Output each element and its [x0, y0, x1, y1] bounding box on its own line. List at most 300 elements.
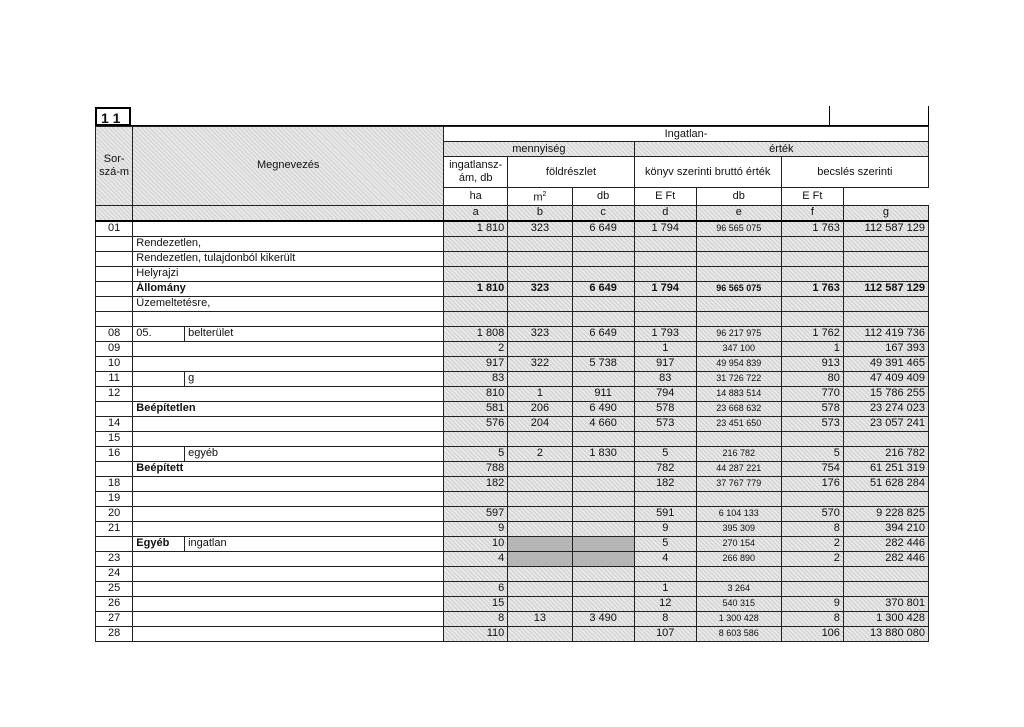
cell-e — [696, 251, 781, 266]
cell-d: 9 — [634, 521, 696, 536]
row-number: 01 — [96, 221, 133, 237]
cell-g: 112 587 129 — [843, 281, 928, 296]
cell-c: 5 738 — [572, 356, 634, 371]
row-label — [133, 446, 185, 461]
cell-a: 83 — [444, 371, 508, 386]
cell-g: 51 628 284 — [843, 476, 928, 491]
row-number — [96, 251, 133, 266]
cell-d — [634, 266, 696, 281]
table-row — [96, 251, 929, 266]
cell-c — [572, 431, 634, 446]
row-label: Állomány — [133, 281, 444, 296]
cell-b — [508, 491, 572, 506]
cell-a: 2 — [444, 341, 508, 356]
cell-e: 347 100 — [696, 341, 781, 356]
cell-a — [444, 311, 508, 326]
row-number — [96, 236, 133, 251]
cell-a — [444, 296, 508, 311]
cell-e: 6 104 133 — [696, 506, 781, 521]
row-number: 09 — [96, 341, 133, 356]
cell-e: 37 767 779 — [696, 476, 781, 491]
cell-g — [843, 266, 928, 281]
row-label — [133, 551, 444, 566]
cell-a: 4 — [444, 551, 508, 566]
cell-g: 167 393 — [843, 341, 928, 356]
cell-g — [843, 491, 928, 506]
cell-e: 44 287 221 — [696, 461, 781, 476]
cell-a: 581 — [444, 401, 508, 416]
cell-c: 6 649 — [572, 221, 634, 237]
cell-f: 176 — [781, 476, 843, 491]
row-label — [133, 596, 444, 611]
cell-e: 31 726 722 — [696, 371, 781, 386]
cell-a — [444, 566, 508, 581]
cell-e: 1 300 428 — [696, 611, 781, 626]
row-number: 26 — [96, 596, 133, 611]
row-label — [133, 521, 444, 536]
cell-b — [508, 461, 572, 476]
cell-d: 1 794 — [634, 281, 696, 296]
cell-a — [444, 266, 508, 281]
cell-a — [444, 251, 508, 266]
table-row — [96, 596, 929, 611]
cell-d — [634, 236, 696, 251]
table-row — [96, 296, 929, 311]
row-sublabel: egyéb — [185, 446, 444, 461]
table-row — [96, 521, 929, 536]
cell-a: 182 — [444, 476, 508, 491]
header-ingatlan: Ingatlan- — [444, 127, 929, 142]
row-label — [133, 476, 444, 491]
table-row — [96, 266, 929, 281]
cell-d: 5 — [634, 446, 696, 461]
cell-e: 14 883 514 — [696, 386, 781, 401]
row-label: Helyrajzi — [133, 266, 444, 281]
table-row — [96, 356, 929, 371]
row-number — [96, 401, 133, 416]
row-number: 14 — [96, 416, 133, 431]
row-label: Üzemeltetésre, — [133, 296, 444, 311]
cell-b: 323 — [508, 221, 572, 237]
header-sorszam: Sor-szá-m — [96, 127, 133, 206]
cell-b: 206 — [508, 401, 572, 416]
cell-d: 8 — [634, 611, 696, 626]
cell-f: 1 762 — [781, 326, 843, 341]
cell-a: 8 — [444, 611, 508, 626]
cell-d: 1 — [634, 581, 696, 596]
cell-g: 282 446 — [843, 536, 928, 551]
table-row — [96, 446, 929, 461]
table-row — [96, 536, 929, 551]
cell-b: 323 — [508, 326, 572, 341]
col-letter-g: g — [843, 205, 928, 221]
cell-c — [572, 371, 634, 386]
cell-e: 96 565 075 — [696, 221, 781, 237]
cell-f: 2 — [781, 551, 843, 566]
header-megnevezes: Megnevezés — [133, 127, 444, 206]
cell-f: 578 — [781, 401, 843, 416]
cell-e: 96 217 975 — [696, 326, 781, 341]
cell-c — [572, 581, 634, 596]
col-letter-b: b — [508, 205, 572, 221]
cell-g: 112 419 736 — [843, 326, 928, 341]
cell-f — [781, 491, 843, 506]
cell-f — [781, 251, 843, 266]
cell-d: 782 — [634, 461, 696, 476]
header-ertek: érték — [634, 142, 928, 157]
cell-g: 23 057 241 — [843, 416, 928, 431]
cell-f: 9 — [781, 596, 843, 611]
table-row — [96, 311, 929, 326]
unit-db: db — [572, 188, 634, 206]
cell-e — [696, 296, 781, 311]
cell-g: 47 409 409 — [843, 371, 928, 386]
cell-a: 810 — [444, 386, 508, 401]
table-row — [96, 341, 929, 356]
cell-d: 578 — [634, 401, 696, 416]
cell-b — [508, 566, 572, 581]
cell-b: 323 — [508, 281, 572, 296]
row-label — [133, 356, 444, 371]
cell-f — [781, 236, 843, 251]
cell-b — [508, 626, 572, 641]
cell-c — [572, 236, 634, 251]
cell-b: 13 — [508, 611, 572, 626]
marker-line — [829, 106, 830, 126]
cell-a: 576 — [444, 416, 508, 431]
cell-f: 754 — [781, 461, 843, 476]
cell-g — [843, 296, 928, 311]
cell-g: 394 210 — [843, 521, 928, 536]
cell-b — [508, 581, 572, 596]
cell-a: 1 808 — [444, 326, 508, 341]
cell-c — [572, 566, 634, 581]
cell-d: 1 793 — [634, 326, 696, 341]
row-sublabel: g — [185, 371, 444, 386]
cell-f: 573 — [781, 416, 843, 431]
cell-d — [634, 431, 696, 446]
table-row — [96, 371, 929, 386]
table-body — [96, 221, 929, 642]
table-row — [96, 626, 929, 641]
cell-f: 570 — [781, 506, 843, 521]
property-table — [95, 126, 929, 642]
cell-f: 1 763 — [781, 221, 843, 237]
cell-a: 917 — [444, 356, 508, 371]
row-number: 16 — [96, 446, 133, 461]
cell-g: 13 880 080 — [843, 626, 928, 641]
row-label — [133, 416, 444, 431]
cell-a: 9 — [444, 521, 508, 536]
cell-c — [572, 536, 634, 551]
cell-d — [634, 296, 696, 311]
cell-e — [696, 311, 781, 326]
cell-d: 1 794 — [634, 221, 696, 237]
cell-d: 83 — [634, 371, 696, 386]
cell-c: 3 490 — [572, 611, 634, 626]
row-label — [133, 431, 444, 446]
cell-d: 4 — [634, 551, 696, 566]
header-konyv: könyv szerinti bruttó érték — [634, 157, 781, 188]
header-ingatlanszam: ingatlansz-ám, db — [444, 157, 508, 188]
cell-g: 15 786 255 — [843, 386, 928, 401]
row-number: 24 — [96, 566, 133, 581]
table-corner-label: 1 1 — [95, 107, 131, 126]
cell-b — [508, 596, 572, 611]
cell-b — [508, 311, 572, 326]
cell-g — [843, 236, 928, 251]
row-label: Egyéb — [133, 536, 185, 551]
cell-b — [508, 506, 572, 521]
cell-g: 49 391 465 — [843, 356, 928, 371]
col-letter-e: e — [696, 205, 781, 221]
col-letter-a: a — [444, 205, 508, 221]
cell-g: 216 782 — [843, 446, 928, 461]
cell-b: 2 — [508, 446, 572, 461]
row-label: 05. — [133, 326, 185, 341]
row-number — [96, 311, 133, 326]
row-number: 08 — [96, 326, 133, 341]
cell-g: 23 274 023 — [843, 401, 928, 416]
table-row — [96, 461, 929, 476]
cell-c — [572, 296, 634, 311]
cell-d: 573 — [634, 416, 696, 431]
row-number: 12 — [96, 386, 133, 401]
cell-b — [508, 341, 572, 356]
cell-e — [696, 236, 781, 251]
cell-e: 49 954 839 — [696, 356, 781, 371]
row-number: 19 — [96, 491, 133, 506]
unit-eft: E Ft — [781, 188, 843, 206]
cell-c — [572, 251, 634, 266]
cell-c — [572, 311, 634, 326]
cell-c: 6 649 — [572, 281, 634, 296]
row-label: Rendezetlen, — [133, 236, 444, 251]
table-row — [96, 401, 929, 416]
cell-e — [696, 566, 781, 581]
cell-e: 540 315 — [696, 596, 781, 611]
cell-e: 96 565 075 — [696, 281, 781, 296]
cell-a: 788 — [444, 461, 508, 476]
cell-d: 917 — [634, 356, 696, 371]
row-number — [96, 461, 133, 476]
cell-g — [843, 431, 928, 446]
cell-b: 204 — [508, 416, 572, 431]
cell-e: 8 603 586 — [696, 626, 781, 641]
cell-f: 770 — [781, 386, 843, 401]
cell-f: 80 — [781, 371, 843, 386]
row-label — [133, 566, 444, 581]
row-label — [133, 581, 444, 596]
cell-e: 216 782 — [696, 446, 781, 461]
cell-e: 23 668 632 — [696, 401, 781, 416]
cell-a: 597 — [444, 506, 508, 521]
row-number: 27 — [96, 611, 133, 626]
cell-e: 23 451 650 — [696, 416, 781, 431]
cell-a: 1 810 — [444, 281, 508, 296]
row-number — [96, 536, 133, 551]
table-row — [96, 431, 929, 446]
row-sublabel: belterület — [185, 326, 444, 341]
cell-f: 913 — [781, 356, 843, 371]
row-label: Beépített — [133, 461, 444, 476]
row-label: Beépítetlen — [133, 401, 444, 416]
table-row — [96, 281, 929, 296]
col-letter-c: c — [572, 205, 634, 221]
cell-b — [508, 266, 572, 281]
cell-f — [781, 266, 843, 281]
row-label — [133, 611, 444, 626]
cell-d: 5 — [634, 536, 696, 551]
row-label — [133, 386, 444, 401]
row-number: 15 — [96, 431, 133, 446]
cell-c: 6 649 — [572, 326, 634, 341]
row-number — [96, 296, 133, 311]
unit-db: db — [696, 188, 781, 206]
row-number: 11 — [96, 371, 133, 386]
cell-c — [572, 476, 634, 491]
cell-b: 1 — [508, 386, 572, 401]
cell-b — [508, 536, 572, 551]
marker-line — [928, 106, 929, 126]
cell-b — [508, 476, 572, 491]
cell-b — [508, 251, 572, 266]
cell-g — [843, 566, 928, 581]
cell-b: 322 — [508, 356, 572, 371]
cell-b — [508, 521, 572, 536]
cell-d — [634, 566, 696, 581]
cell-g: 112 587 129 — [843, 221, 928, 237]
cell-c — [572, 626, 634, 641]
cell-c: 6 490 — [572, 401, 634, 416]
row-label — [133, 626, 444, 641]
cell-c — [572, 266, 634, 281]
row-label — [133, 311, 444, 326]
cell-a: 10 — [444, 536, 508, 551]
cell-a — [444, 236, 508, 251]
cell-f — [781, 296, 843, 311]
row-label — [133, 371, 185, 386]
row-label — [133, 491, 444, 506]
row-label: Rendezetlen, tulajdonból kikerült — [133, 251, 444, 266]
table-row — [96, 611, 929, 626]
cell-g — [843, 311, 928, 326]
col-letter-f: f — [781, 205, 843, 221]
letter-spacer — [133, 205, 444, 221]
row-label — [133, 506, 444, 521]
cell-a: 5 — [444, 446, 508, 461]
cell-d: 1 — [634, 341, 696, 356]
table-row — [96, 326, 929, 341]
table-row — [96, 506, 929, 521]
col-letter-d: d — [634, 205, 696, 221]
cell-f — [781, 581, 843, 596]
cell-c — [572, 461, 634, 476]
cell-c — [572, 551, 634, 566]
row-number: 25 — [96, 581, 133, 596]
cell-e — [696, 491, 781, 506]
row-sublabel: ingatlan — [185, 536, 444, 551]
cell-b — [508, 551, 572, 566]
cell-a: 110 — [444, 626, 508, 641]
table-row — [96, 221, 929, 237]
row-number: 28 — [96, 626, 133, 641]
row-number: 21 — [96, 521, 133, 536]
cell-a: 1 810 — [444, 221, 508, 237]
row-number: 18 — [96, 476, 133, 491]
cell-d: 107 — [634, 626, 696, 641]
cell-d — [634, 491, 696, 506]
cell-g: 370 801 — [843, 596, 928, 611]
cell-b — [508, 236, 572, 251]
cell-g: 61 251 319 — [843, 461, 928, 476]
row-label — [133, 221, 444, 237]
cell-e: 395 309 — [696, 521, 781, 536]
cell-b — [508, 296, 572, 311]
cell-f: 106 — [781, 626, 843, 641]
cell-c — [572, 596, 634, 611]
cell-d: 12 — [634, 596, 696, 611]
letter-spacer — [96, 205, 133, 221]
cell-g — [843, 581, 928, 596]
cell-f: 1 — [781, 341, 843, 356]
cell-f: 8 — [781, 521, 843, 536]
table-row — [96, 476, 929, 491]
unit-eft: E Ft — [634, 188, 696, 206]
header-foldreszlet: földrészlet — [508, 157, 634, 188]
cell-d: 794 — [634, 386, 696, 401]
cell-a: 6 — [444, 581, 508, 596]
row-number: 23 — [96, 551, 133, 566]
cell-e: 266 890 — [696, 551, 781, 566]
cell-f: 8 — [781, 611, 843, 626]
cell-b — [508, 431, 572, 446]
cell-f — [781, 566, 843, 581]
unit-ha: ha — [444, 188, 508, 206]
table-row — [96, 491, 929, 506]
table-row — [96, 236, 929, 251]
cell-a — [444, 431, 508, 446]
cell-g: 282 446 — [843, 551, 928, 566]
table-row — [96, 581, 929, 596]
cell-a — [444, 491, 508, 506]
cell-g: 9 228 825 — [843, 506, 928, 521]
cell-c — [572, 491, 634, 506]
table-row — [96, 551, 929, 566]
row-number — [96, 266, 133, 281]
cell-c — [572, 506, 634, 521]
row-number: 10 — [96, 356, 133, 371]
cell-c — [572, 521, 634, 536]
row-number — [96, 281, 133, 296]
cell-d: 182 — [634, 476, 696, 491]
cell-f: 1 763 — [781, 281, 843, 296]
cell-e — [696, 266, 781, 281]
table-row — [96, 566, 929, 581]
cell-f: 5 — [781, 446, 843, 461]
header-becsles: becslés szerinti — [781, 157, 928, 188]
row-number: 20 — [96, 506, 133, 521]
cell-c: 911 — [572, 386, 634, 401]
cell-e: 3 264 — [696, 581, 781, 596]
cell-d — [634, 251, 696, 266]
cell-f — [781, 431, 843, 446]
cell-f — [781, 311, 843, 326]
cell-b — [508, 371, 572, 386]
cell-g: 1 300 428 — [843, 611, 928, 626]
cell-c: 1 830 — [572, 446, 634, 461]
table-row — [96, 386, 929, 401]
